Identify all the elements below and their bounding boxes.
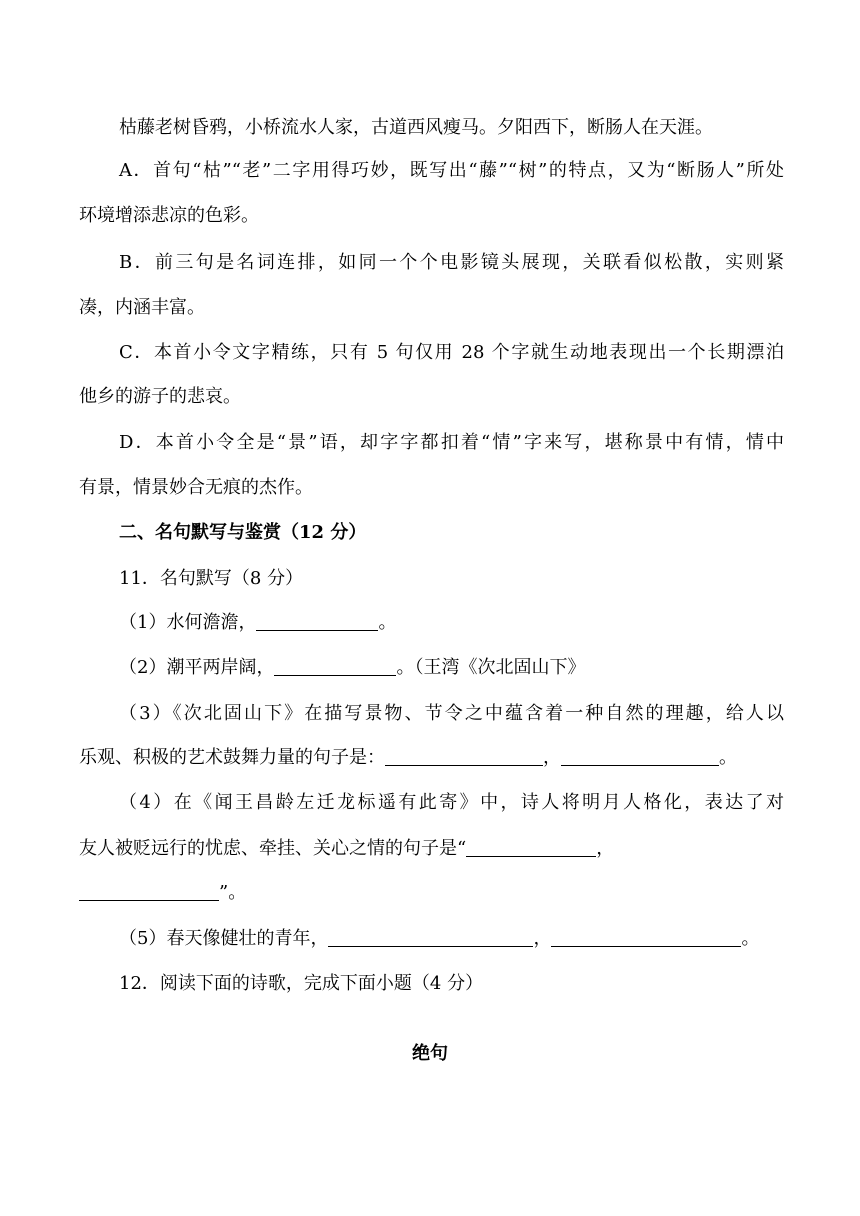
q11-item4-line3-end: ”。	[219, 882, 247, 903]
option-a-line1: A．首句“枯”“老”二字用得巧妙，既写出“藤”“树”的特点，又为“断肠人”所处	[119, 160, 784, 181]
q11-item5-end: 。	[741, 928, 760, 949]
q11-item3-end: 。	[719, 747, 737, 768]
q11-item2-suffix: 。（王湾《次北固山下》	[396, 657, 586, 678]
q11-item3-blank2[interactable]	[561, 747, 719, 766]
poem-line: 枯藤老树昏鸦，小桥流水人家，古道西风瘦马。夕阳西下，断肠人在天涯。	[119, 117, 713, 138]
option-c-line2: 他乡的游子的悲哀。	[79, 386, 241, 407]
section2-heading: 二、名句默写与鉴赏（12 分）	[119, 522, 367, 543]
q11-item4-line2-end: ，	[596, 838, 615, 859]
q12-title: 12．阅读下面的诗歌，完成下面小题（4 分）	[119, 973, 484, 994]
q11-item5-prefix: （5）春天像健壮的青年，	[119, 928, 329, 949]
q11-item1-prefix: （1）水何澹澹，	[119, 612, 257, 633]
q11-item2-prefix: （2）潮平两岸阔，	[119, 657, 275, 678]
q11-item5	[119, 927, 784, 951]
q11-item3-blank1[interactable]	[385, 747, 543, 766]
option-d-line2: 有景，情景妙合无痕的杰作。	[79, 477, 313, 498]
q11-item4-line1: （4）在《闻王昌龄左迁龙标遥有此寄》中，诗人将明月人格化，表达了对	[119, 792, 784, 813]
q11-item4-blank2[interactable]	[79, 882, 219, 901]
q11-item3-line2	[79, 746, 784, 770]
q11-item5-blank2[interactable]	[551, 928, 741, 947]
q11-item4-blank1[interactable]	[466, 838, 596, 857]
option-c-line1: C．本首小令文字精练，只有 5 句仅用 28 个字就生动地表现出一个长期漂泊	[119, 342, 784, 363]
poem-title: 绝句	[412, 1043, 448, 1064]
q11-item4-line2	[79, 837, 784, 861]
q11-item3-prefix: 乐观、积极的艺术鼓舞力量的句子是：	[79, 747, 385, 768]
q11-item3-line1: （3）《次北固山下》在描写景物、节令之中蕴含着一种自然的理趣，给人以	[119, 703, 784, 724]
q11-item1-suffix: 。	[378, 612, 397, 633]
q11-item4-prefix: 友人被贬远行的忧虑、牵挂、关心之情的句子是“	[79, 838, 467, 859]
q11-item4-line3	[79, 881, 784, 905]
option-b-line1: B．前三句是名词连排，如同一个个电影镜头展现，关联看似松散，实则紧	[119, 252, 784, 273]
option-d-line1: D．本首小令全是“景”语，却字字都扣着“情”字来写，堪称景中有情，情中	[119, 432, 784, 453]
option-a-line2: 环境增添悲凉的色彩。	[79, 205, 259, 226]
q11-item1	[119, 611, 784, 635]
q11-item3-sep: ，	[543, 747, 561, 768]
q11-item5-sep: ，	[533, 928, 552, 949]
q11-item5-blank1[interactable]	[328, 928, 533, 947]
q11-title: 11．名句默写（8 分）	[119, 568, 304, 589]
q11-item2	[119, 656, 784, 680]
option-b-line2: 凑，内涵丰富。	[79, 297, 205, 318]
q11-item2-blank[interactable]	[274, 657, 396, 676]
q11-item1-blank[interactable]	[256, 612, 378, 631]
